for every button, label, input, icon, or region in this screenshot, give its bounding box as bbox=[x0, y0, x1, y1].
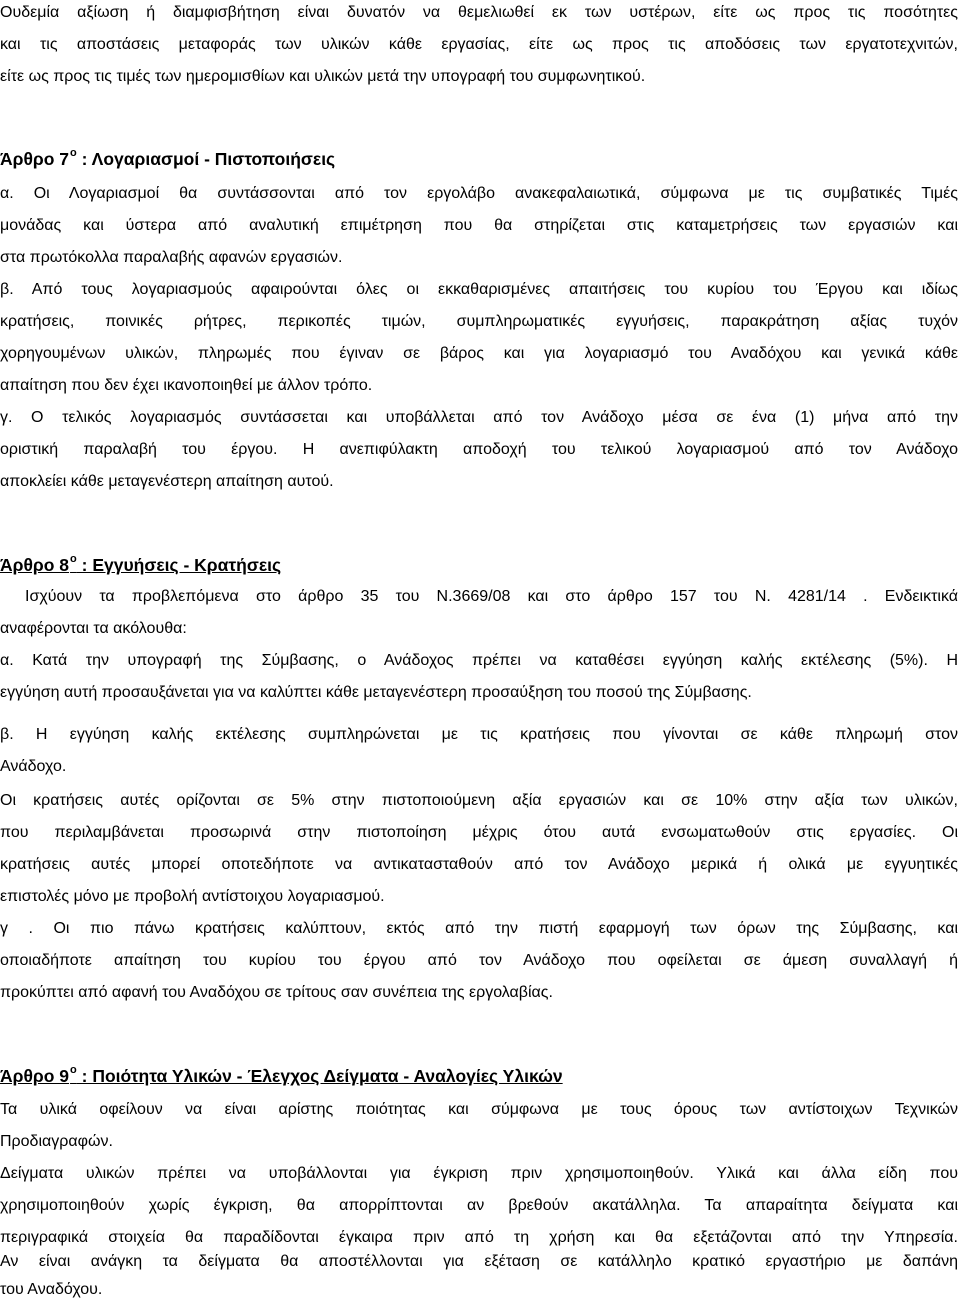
article-8-line: που περιλαμβάνεται προσωρινά στην πιστοποίηση μέχρις ότου αυτά ενσωματωθούν στις εργασίες. Οι bbox=[0, 824, 958, 841]
article-7-line: χορηγουμένων υλικών, πληρωμές που έγιναν σε βάρος και για λογαριασμό του Αναδόχου και γενικά κάθε bbox=[0, 345, 958, 362]
article-8-line: προκύπτει από αφανή του Αναδόχου σε τρίτους σαν συνέπεια της εργολαβίας. bbox=[0, 984, 553, 1001]
article-9-line: του Αναδόχου. bbox=[0, 1281, 103, 1298]
article-8-line: Ισχύουν τα προβλεπόμενα στο άρθρο 35 του Ν.3669/08 και στο άρθρο 157 του Ν. 4281/14 . Ενδεικτικά bbox=[25, 588, 958, 605]
article-7-line: οριστική παραλαβή του έργου. Η ανεπιφύλακτη αποδοχή του τελικού λογαριασμού από τον Ανάδοχο bbox=[0, 441, 958, 458]
article-9-line: περιγραφικά στοιχεία θα παραδίδονται έγκαιρα πριν από τη χρήση και θα εξετάζονται από την Υπηρεσία. bbox=[0, 1229, 958, 1246]
article-7-line: στα πρωτόκολλα παραλαβής αφανών εργασιών. bbox=[0, 249, 343, 266]
article-9-line: Δείγματα υλικών πρέπει να υποβάλλονται για έγκριση πριν χρησιμοποιηθούν. Υλικά και άλλα είδη που bbox=[0, 1165, 958, 1182]
article-7-line: απαίτηση που δεν έχει ικανοποιηθεί με άλλον τρόπο. bbox=[0, 377, 373, 394]
article-8-line: αναφέρονται τα ακόλουθα: bbox=[0, 620, 187, 637]
article-9-line: Αν είναι ανάγκη τα δείγματα θα αποστέλλονται για εξέταση σε κατάλληλο κρατικό εργαστήριο με δαπάνη bbox=[0, 1253, 958, 1270]
article-8-line: οποιαδήποτε απαίτηση του κυρίου του έργου από τον Ανάδοχο που οφείλεται σε άμεση συναλλαγή ή bbox=[0, 952, 958, 969]
article-7-line: γ. Ο τελικός λογαριασμός συντάσσεται και υποβάλλεται από τον Ανάδοχο μέσα σε ένα (1) μήνα από την bbox=[0, 409, 958, 426]
article-9-line: Τα υλικά οφείλουν να είναι αρίστης ποιότητας και σύμφωνα με τους όρους των αντίστοιχων Τεχνικών bbox=[0, 1101, 958, 1118]
article-9-line: Προδιαγραφών. bbox=[0, 1133, 113, 1150]
article-7-heading: Άρθρο $7^o$ : Λογαριασμοί - Πιστοποιήσεις bbox=[0, 147, 336, 169]
article-8-line: Οι κρατήσεις αυτές ορίζονται σε 5% στην πιστοποιούμενη αξία εργασιών και σε 10% στην αξία των υλικών, bbox=[0, 792, 958, 809]
article-8-line: β. Η εγγύηση καλής εκτέλεσης συμπληρώνεται με τις κρατήσεις που γίνονται σε κάθε πληρωμή στον bbox=[0, 726, 958, 743]
article-8-line: εγγύηση αυτή προσαυξάνεται για να καλύπτει κάθε μεταγενέστερη προσαύξηση του ποσού της Σύμβασης. bbox=[0, 684, 752, 701]
article-7-line: β. Από τους λογαριασμούς αφαιρούνται όλες οι εκκαθαρισμένες απαιτήσεις του κυρίου του Έργου και ιδίως bbox=[0, 281, 958, 298]
article-9-heading: Άρθρο $9^o$ : Ποιότητα Υλικών - Έλεγχος Δείγματα - Αναλογίες Υλικών bbox=[0, 1064, 563, 1086]
article-8-line: επιστολές μόνο με προβολή αντίστοιχου λογαριασμού. bbox=[0, 888, 385, 905]
intro-line: και τις αποστάσεις μεταφοράς των υλικών κάθε εργασίας, είτε ως προς τις αποδόσεις των εργατοτεχνιτών, bbox=[0, 36, 958, 53]
article-7-line: αποκλείει κάθε μεταγενέστερη απαίτηση αυτού. bbox=[0, 473, 334, 490]
article-7-line: μονάδας και ύστερα από αναλυτική επιμέτρηση που θα στηρίζεται στις καταμετρήσεις των εργασιών και bbox=[0, 217, 958, 234]
intro-line: είτε ως προς τις τιμές των ημερομισθίων και υλικών μετά την υπογραφή του συμφωνητικού. bbox=[0, 68, 646, 85]
article-8-line: κρατήσεις αυτές μπορεί οποτεδήποτε να αντικατασταθούν από τον Ανάδοχο μερικά ή ολικά με εγγυητικές bbox=[0, 856, 958, 873]
article-8-heading: Άρθρο $8^o$ : Εγγυήσεις - Κρατήσεις bbox=[0, 553, 282, 575]
article-7-line: κρατήσεις, ποινικές ρήτρες, περικοπές τιμών, συμπληρωματικές εγγυήσεις, παρακράτηση αξίας τυχόν bbox=[0, 313, 958, 330]
article-9-line: χρησιμοποιηθούν χωρίς έγκριση, θα απορρίπτονται αν βρεθούν ακατάλληλα. Τα απαραίτητα δείγματα και bbox=[0, 1197, 958, 1214]
intro-line: Ουδεμία αξίωση ή διαμφισβήτηση είναι δυνατόν να θεμελιωθεί εκ των υστέρων, είτε ως προς τις ποσότητες bbox=[0, 4, 958, 21]
article-8-line: γ . Οι πιο πάνω κρατήσεις καλύπτουν, εκτός από την πιστή εφαρμογή των όρων της Σύμβασης, και bbox=[0, 920, 958, 937]
article-8-line: α. Κατά την υπογραφή της Σύμβασης, ο Ανάδοχος πρέπει να καταθέσει εγγύηση καλής εκτέλεσης (5%). Η bbox=[0, 652, 958, 669]
article-8-line: Ανάδοχο. bbox=[0, 758, 67, 775]
article-7-line: α. Οι Λογαριασμοί θα συντάσσονται από τον εργολάβο ανακεφαλαιωτικά, σύμφωνα με τις συμβατικές Τιμές bbox=[0, 185, 958, 202]
